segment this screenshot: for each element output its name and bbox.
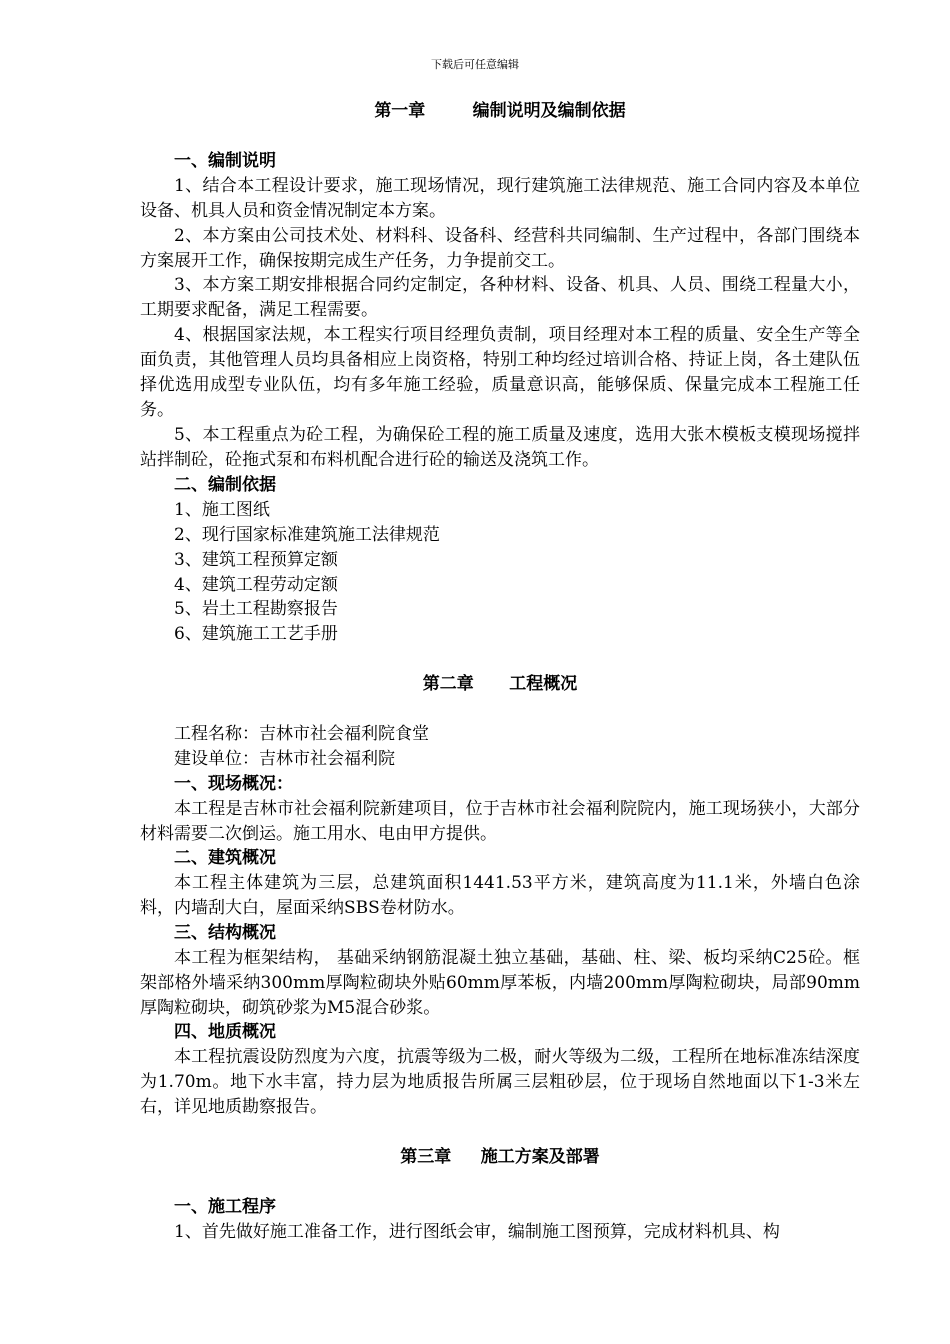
header-note: 下载后可任意编辑 (431, 58, 519, 71)
chapter1-paragraph: 2、本方案由公司技术处、材料科、设备科、经营科共同编制、生产过程中，各部门围绕本方案展开工作，确保按期完成生产任务，力争提前交工。 (140, 226, 860, 271)
chapter2-paragraph: 本工程主体建筑为三层，总建筑面积1441.53平方米，建筑高度为11.1米，外墙白色涂料，内墙刮大白，屋面采纳SBS卷材防水。 (140, 873, 860, 918)
chapter1-paragraph: 5、本工程重点为砼工程，为确保砼工程的施工质量及速度，选用大张木模板支模现场搅拌站拌制砼，砼拖式泵和布料机配合进行砼的输送及浇筑工作。 (140, 425, 860, 470)
list-item: 6、建筑施工工艺手册 (174, 624, 338, 644)
chapter1-section-heading: 二、编制依据 (174, 475, 276, 495)
chapter2-section-heading: 二、建筑概况 (174, 848, 276, 868)
chapter1-paragraph: 3、本方案工期安排根据合同约定制定，各种材料、设备、机具、人员、围绕工程量大小，工期要求配备，满足工程需要。 (140, 275, 860, 320)
chapter3-section-heading: 一、施工程序 (174, 1197, 276, 1217)
list-item: 3、建筑工程预算定额 (174, 550, 338, 570)
chapter1-paragraph: 1、结合本工程设计要求，施工现场情况，现行建筑施工法律规范、施工合同内容及本单位设备、机具人员和资金情况制定本方案。 (140, 176, 860, 221)
list-item: 1、施工图纸 (174, 500, 270, 520)
list-item: 2、现行国家标准建筑施工法律规范 (174, 525, 440, 545)
chapter2-section-heading: 四、地质概况 (174, 1022, 276, 1042)
list-item: 5、岩土工程勘察报告 (174, 599, 338, 619)
chapter3-paragraph: 1、首先做好施工准备工作，进行图纸会审，编制施工图预算，完成材料机具、构 (174, 1222, 780, 1242)
chapter2-paragraph: 本工程为框架结构， 基础采纳钢筋混凝土独立基础，基础、柱、梁、板均采纳C25砼。框架部格外墙采纳300mm厚陶粒砌块外贴60mm厚苯板，内墙200mm厚陶粒砌块，局部90mm厚陶粒砌块，砌筑砂浆为M5混合砂浆。 (140, 948, 860, 1018)
project-name: 工程名称：吉林市社会福利院食堂 (174, 724, 429, 744)
chapter2-section-heading: 一、现场概况： (174, 774, 293, 794)
chapter2-paragraph: 本工程是吉林市社会福利院新建项目，位于吉林市社会福利院院内，施工现场狭小，大部分材料需要二次倒运。施工用水、电由甲方提供。 (140, 799, 860, 844)
list-item: 4、建筑工程劳动定额 (174, 575, 338, 595)
chapter1-section-heading: 一、编制说明 (174, 151, 276, 171)
chapter2-paragraph: 本工程抗震设防烈度为六度，抗震等级为二极，耐火等级为二级，工程所在地标准冻结深度为1.70m。地下水丰富，持力层为地质报告所属三层粗砂层，位于现场自然地面以下1-3米左右，详见地质勘察报告。 (140, 1047, 860, 1117)
chapter2-title: 第二章 工程概况 (422, 674, 578, 694)
chapter1-paragraph: 4、根据国家法规，本工程实行项目经理负责制，项目经理对本工程的质量、安全生产等全面负责，其他管理人员均具备相应上岗资格，特别工种均经过培训合格、持证上岗，各土建队伍择优选用成型专业队伍，均有多年施工经验，质量意识高，能够保质、保量完成本工程施工任务。 (140, 325, 860, 420)
chapter2-section-heading: 三、结构概况 (174, 923, 276, 943)
chapter3-title: 第三章 施工方案及部署 (400, 1147, 600, 1167)
chapter1-title: 第一章 编制说明及编制依据 (374, 101, 626, 121)
builder-name: 建设单位：吉林市社会福利院 (174, 749, 395, 769)
